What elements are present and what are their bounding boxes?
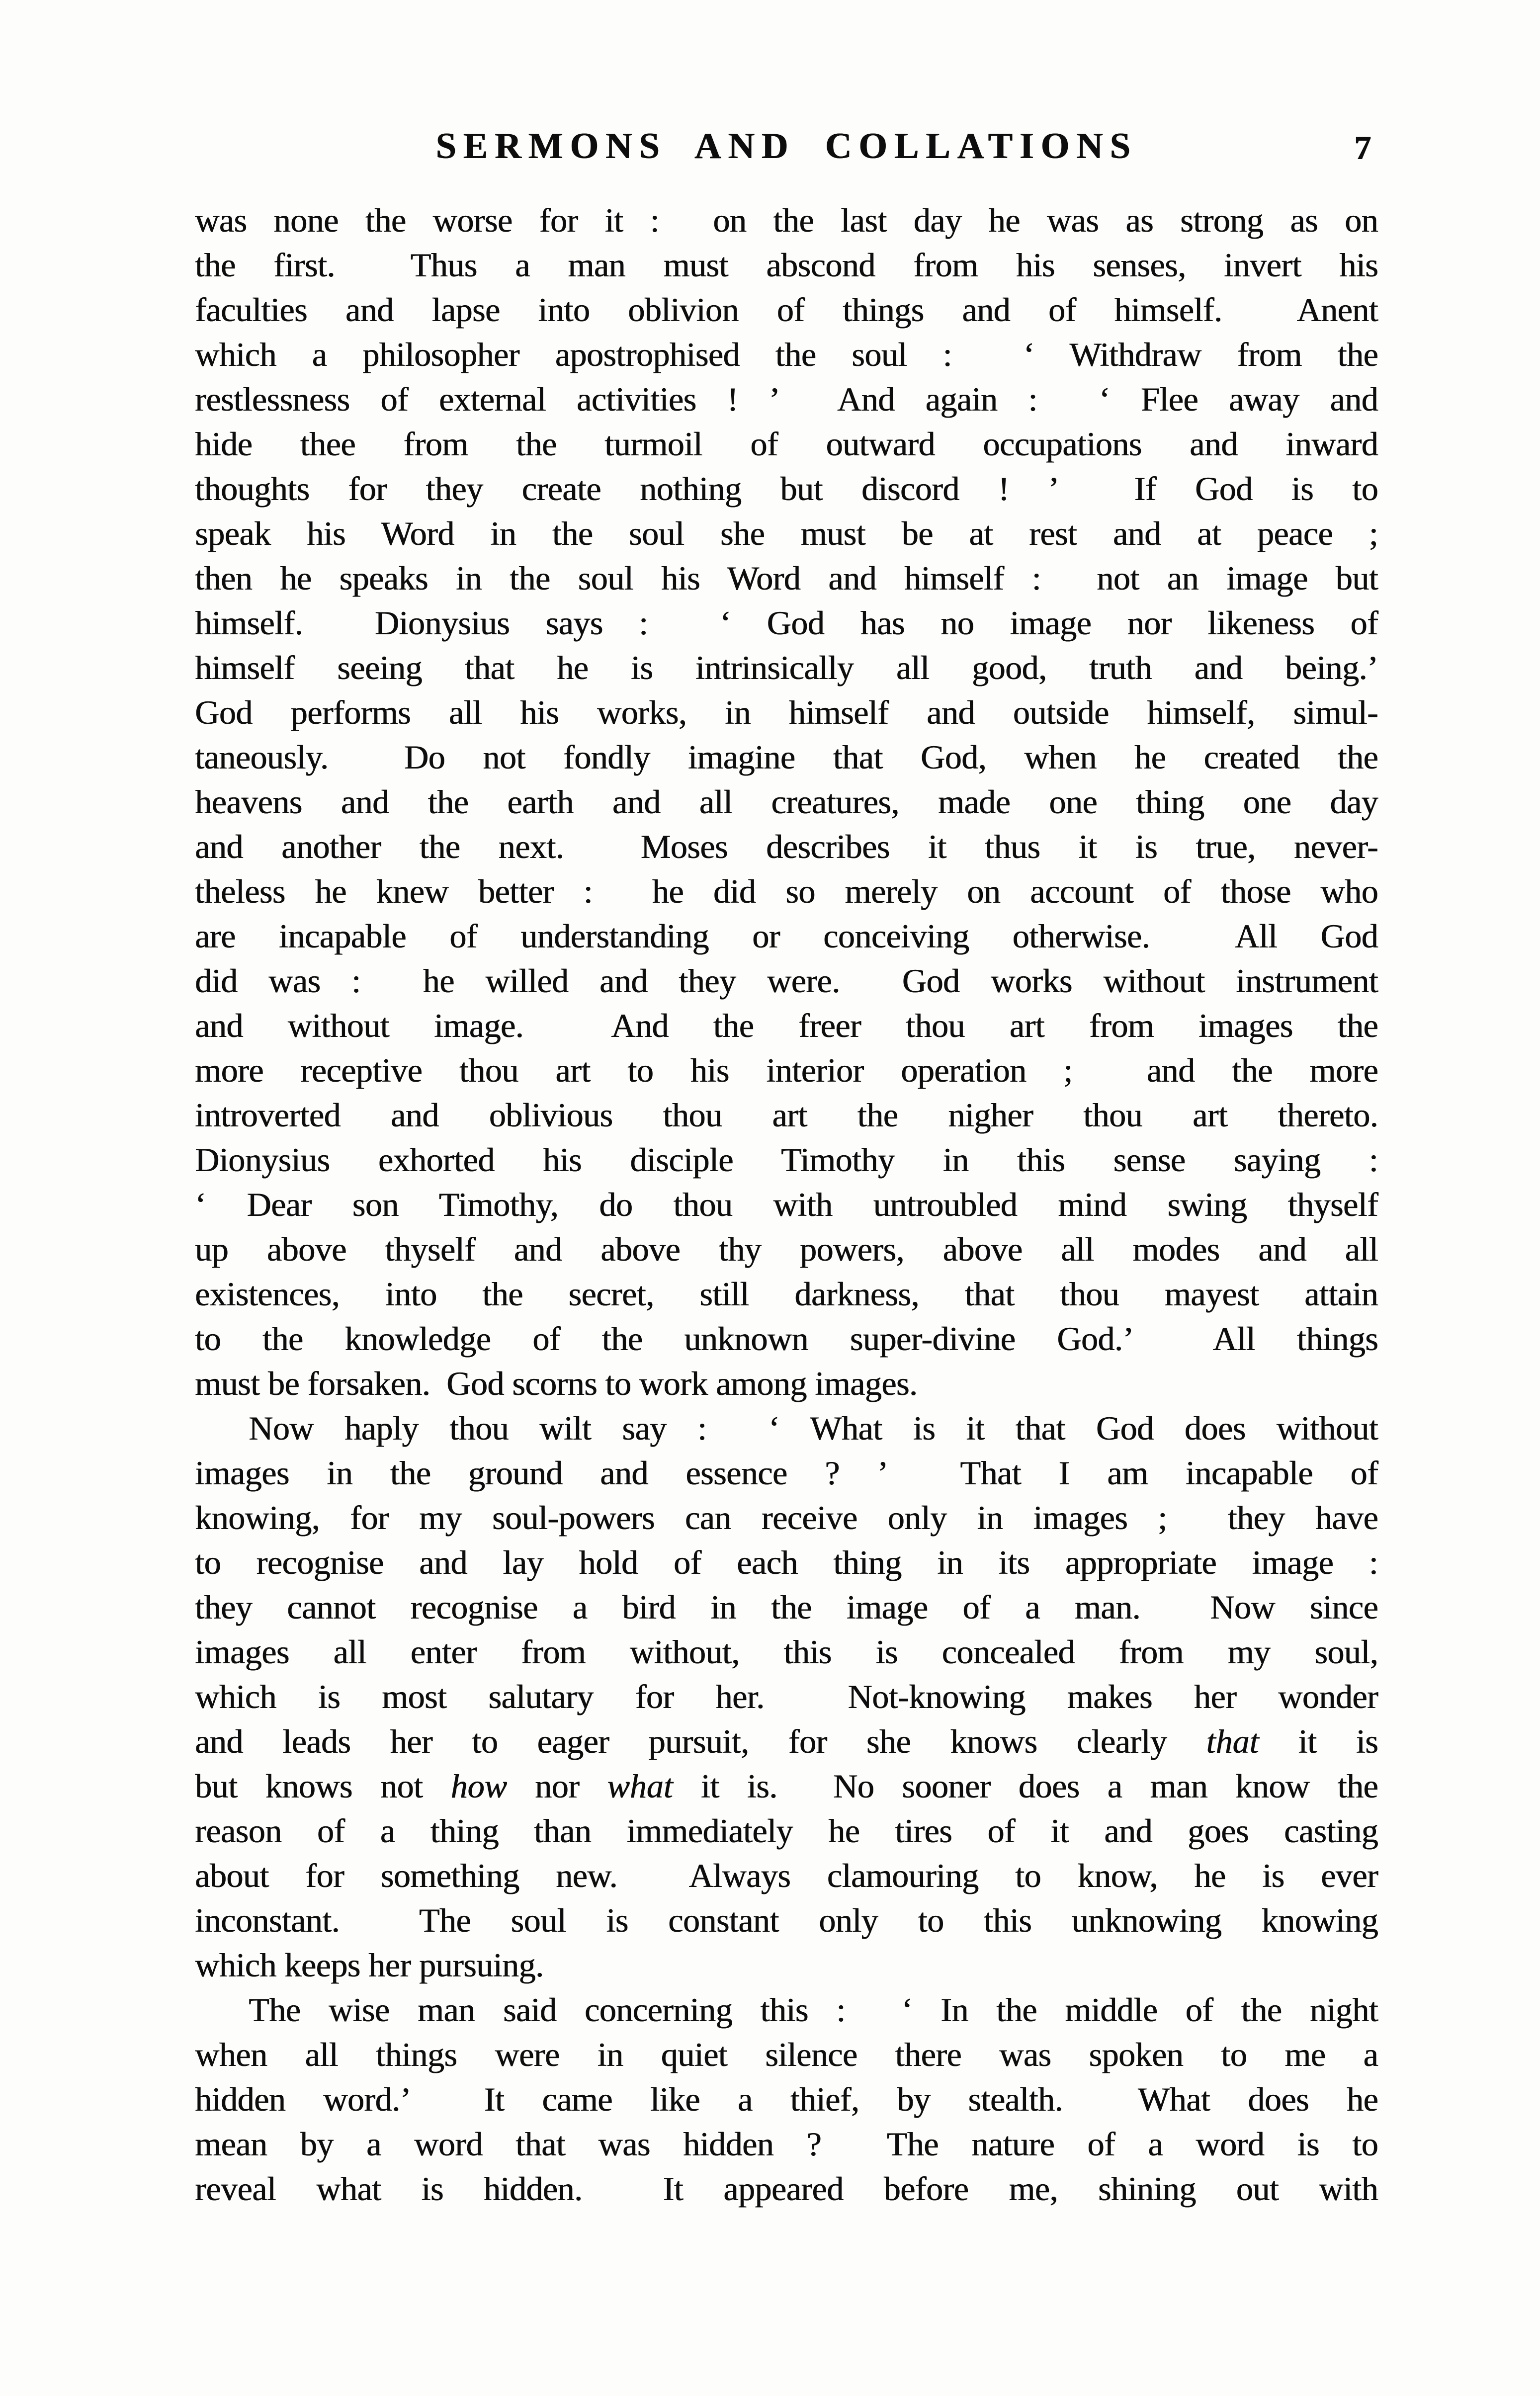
text-line: to the knowledge of the unknown super-divine God.’ All things [195,1320,1378,1358]
text-line: must be forsaken. God scorns to work among images. [195,1365,918,1402]
text-line: was none the worse for it : on the last day he was as strong as on [195,201,1378,239]
text-line: faculties and lapse into oblivion of things and of himself. Anent [195,291,1378,329]
text-line: they cannot recognise a bird in the image of a man. Now since [195,1588,1378,1626]
text-line: Dionysius exhorted his disciple Timothy in this sense saying : [195,1141,1378,1179]
page-number: 7 [1354,129,1371,167]
text-line: restlessness of external activities ! ’ And again : ‘ Flee away and [195,380,1378,418]
text-line: more receptive thou art to his interior operation ; and the more [195,1051,1378,1089]
text-line: then he speaks in the soul his Word and himself : not an image but [195,559,1378,597]
text-line: and without image. And the freer thou art from images the [195,1007,1378,1044]
text-line: speak his Word in the soul she must be at rest and at peace ; [195,514,1378,552]
text-line: existences, into the secret, still darkness, that thou mayest attain [195,1275,1378,1313]
text-line: himself seeing that he is intrinsically all good, truth and being.’ [195,649,1378,686]
text-line: did was : he willed and they were. God works without instrument [195,962,1378,1000]
text-line: which a philosopher apostrophised the soul : ‘ Withdraw from the [195,336,1378,373]
text-line: theless he knew better : he did so merely on account of those who [195,872,1378,910]
text-line: Now haply thou wilt say : ‘ What is it that God does without [249,1409,1378,1447]
text-line: and leads her to eager pursuit, for she knows clearly that it is [195,1722,1378,1760]
text-line: hidden word.’ It came like a thief, by stealth. What does he [195,2080,1378,2118]
text-line: ‘ Dear son Timothy, do thou with untroubled mind swing thyself [195,1186,1378,1223]
italic-word: that [1206,1722,1259,1760]
text-line: mean by a word that was hidden ? The nature of a word is to [195,2125,1378,2163]
page-header [195,125,1378,168]
text-line: to recognise and lay hold of each thing in its appropriate image : [195,1543,1378,1581]
text-line: and another the next. Moses describes it thus it is true, never- [195,828,1378,865]
text-line: himself. Dionysius says : ‘ God has no image nor likeness of [195,604,1378,642]
text-line: knowing, for my soul-powers can receive only in images ; they have [195,1499,1378,1537]
text-line: which is most salutary for her. Not-knowing makes her wonder [195,1678,1378,1715]
text-line: introverted and oblivious thou art the nigher thou art thereto. [195,1096,1378,1134]
text-line: hide thee from the turmoil of outward occupations and inward [195,425,1378,463]
running-header-title: SERMONS AND COLLATIONS [435,126,1137,167]
text-line: about for something new. Always clamouring to know, he is ever [195,1857,1378,1894]
italic-word: what [607,1767,673,1805]
text-line: the first. Thus a man must abscond from his senses, invert his [195,246,1378,284]
text-line: heavens and the earth and all creatures, made one thing one day [195,783,1378,821]
text-line: The wise man said concerning this : ‘ In the middle of the night [249,1991,1378,2029]
text-line: images all enter from without, this is concealed from my soul, [195,1633,1378,1671]
text-line: reason of a thing than immediately he tires of it and goes casting [195,1812,1378,1850]
text-line: inconstant. The soul is constant only to this unknowing knowing [195,1901,1378,1939]
text-line: when all things were in quiet silence there was spoken to me a [195,2036,1378,2073]
text-line: which keeps her pursuing. [195,1946,544,1984]
text-line: taneously. Do not fondly imagine that God, when he created the [195,738,1378,776]
paragraph [195,1987,1378,2211]
text-line: images in the ground and essence ? ’ That I am incapable of [195,1454,1378,1492]
paragraph [195,198,1378,1406]
italic-word: how [450,1767,507,1805]
text-line: are incapable of understanding or conceiving otherwise. All God [195,917,1378,955]
text-line: up above thyself and above thy powers, above all modes and all [195,1230,1378,1268]
text-line: God performs all his works, in himself and outside himself, simul- [195,693,1378,731]
body-text [195,198,1378,2211]
text-line: reveal what is hidden. It appeared before me, shining out with [195,2170,1378,2208]
text-line: thoughts for they create nothing but discord ! ’ If God is to [195,470,1378,508]
paragraph [195,1406,1378,1987]
text-line: but knows not how nor what it is. No sooner does a man know the [195,1767,1378,1805]
